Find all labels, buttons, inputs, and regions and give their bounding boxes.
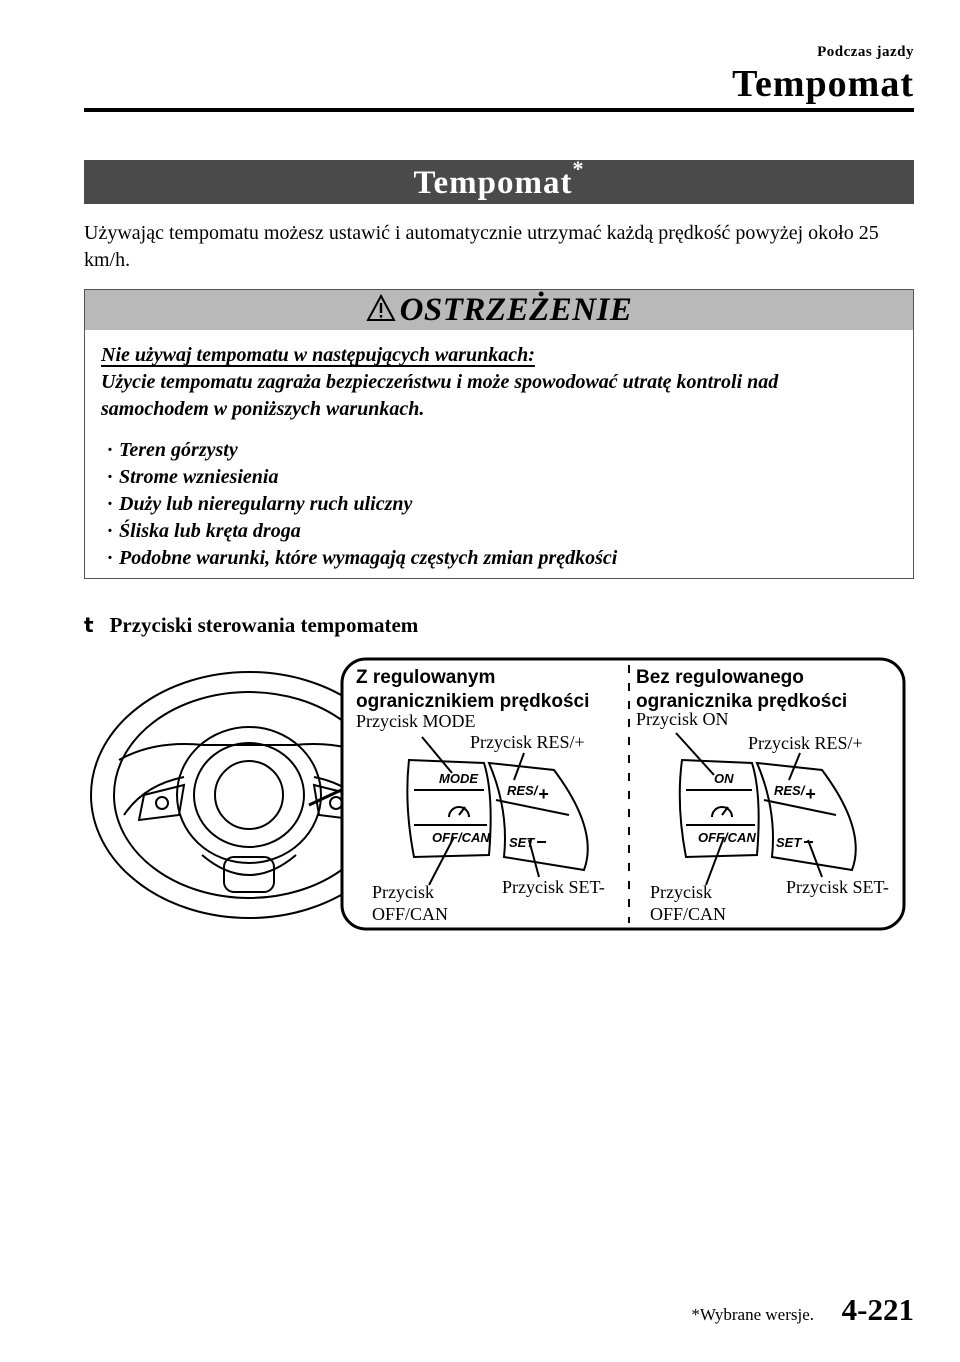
mode-button-label: Przycisk MODE — [356, 711, 476, 731]
subsection-heading — [84, 613, 418, 638]
subsection-marker: t — [84, 613, 94, 637]
set-button-text: SET — [776, 835, 802, 850]
right-panel-heading-line1: Bez regulowanego — [636, 667, 804, 688]
set-button-label: Przycisk SET- — [502, 877, 605, 897]
list-item: · Podobne warunki, które wymagają częstych zmian prędkości — [106, 547, 618, 569]
on-button-label: Przycisk ON — [636, 709, 729, 729]
plus-icon: + — [538, 784, 549, 804]
offcan-button-label: Przycisk — [372, 882, 434, 902]
res-button-label: Przycisk RES/+ — [470, 732, 585, 752]
res-button-label: Przycisk RES/+ — [748, 733, 863, 753]
section-title: Tempomat — [413, 165, 573, 201]
on-button-text: ON — [714, 771, 734, 786]
page-number: 4-221 — [841, 1292, 914, 1327]
warning-text: Użycie tempomatu zagraża bezpieczeństwu i może spowodować utratę kontroli nad samochodem w poniższych warunkach. — [101, 371, 779, 420]
set-button-label: Przycisk SET- — [786, 877, 889, 897]
offcan-button-label: Przycisk — [650, 882, 712, 902]
optional-equipment-asterisk: * — [572, 156, 585, 181]
offcan-button-text: OFF/CAN — [432, 830, 490, 845]
section-banner — [84, 156, 914, 204]
cruise-control-figure — [84, 645, 914, 945]
list-item: · Duży lub nieregularny ruch uliczny — [106, 493, 413, 515]
offcan-button-label: OFF/CAN — [372, 904, 449, 924]
footer-note: *Wybrane wersje. — [691, 1305, 814, 1324]
minus-icon: − — [536, 832, 547, 852]
warning-body — [101, 342, 891, 572]
minus-icon: − — [803, 832, 814, 852]
left-panel-heading-line1: Z regulowanym — [356, 667, 496, 688]
running-header-section: Podczas jazdy — [817, 44, 914, 60]
warning-box — [84, 289, 914, 579]
offcan-button-text: OFF/CAN — [698, 830, 756, 845]
right-panel-heading-line2: ogranicznika prędkości — [636, 691, 848, 712]
list-item: · Śliska lub kręta droga — [106, 520, 301, 542]
left-panel-heading-line2: ogranicznikiem prędkości — [356, 691, 590, 712]
list-item: · Strome wzniesienia — [106, 466, 279, 488]
list-item: · Teren górzysty — [106, 439, 238, 461]
plus-icon: + — [805, 784, 816, 804]
res-button-text: RES/ — [507, 783, 538, 798]
intro-paragraph: Używając tempomatu możesz ustawić i automatycznie utrzymać każdą prędkość powyżej około 25 km/h. — [84, 222, 879, 271]
header-rule — [84, 108, 914, 112]
steering-wheel-illustration — [84, 645, 914, 945]
mode-button-text: MODE — [439, 771, 478, 786]
running-header-title: Tempomat — [732, 63, 914, 105]
subsection-title: Przyciski sterowania tempomatem — [109, 613, 419, 637]
warning-header — [85, 290, 913, 330]
warning-title: OSTRZEŻENIE — [399, 291, 633, 328]
set-button-text: SET — [509, 835, 535, 850]
warning-lead: Nie używaj tempomatu w następujących warunkach: — [101, 344, 535, 366]
warning-triangle-icon — [366, 294, 396, 327]
offcan-button-label: OFF/CAN — [650, 904, 727, 924]
res-button-text: RES/ — [774, 783, 805, 798]
warning-list — [101, 437, 891, 572]
